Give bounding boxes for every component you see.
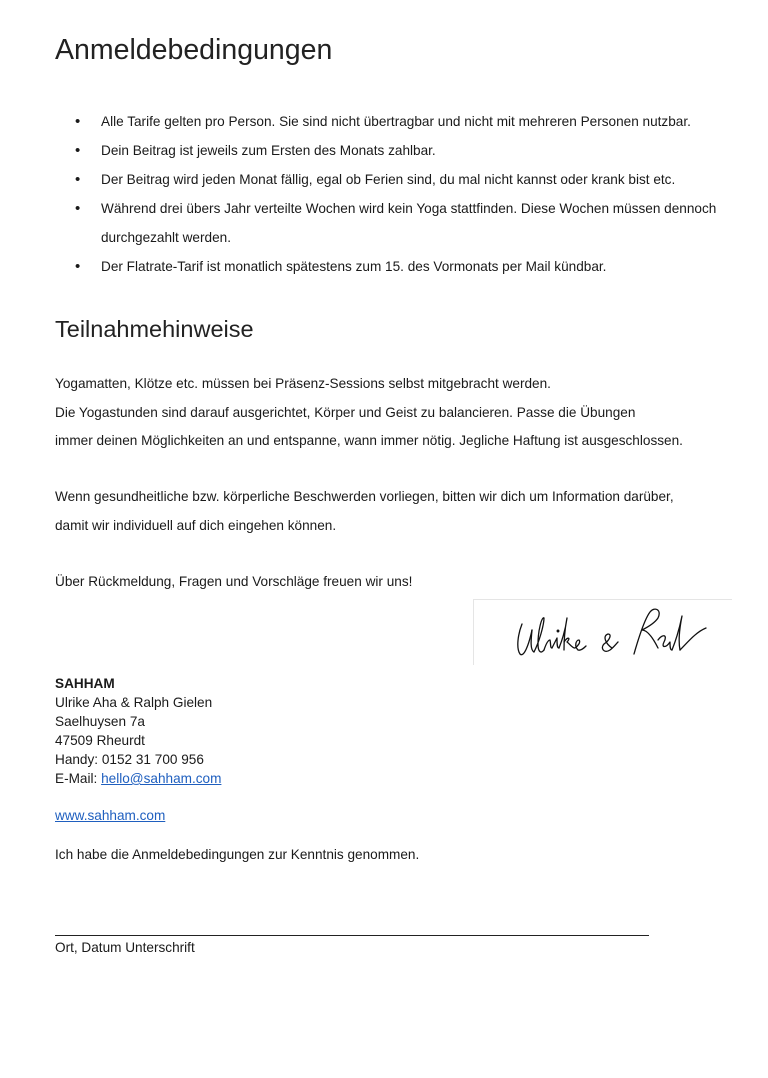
handwritten-signature (473, 599, 732, 665)
signature-caption: Ort, Datum Unterschrift (55, 940, 195, 955)
company-name: SAHHAM (55, 676, 115, 691)
contact-email-line (55, 769, 221, 788)
feedback-paragraph: Über Rückmeldung, Fragen und Vorschläge freuen wir uns! (55, 574, 413, 589)
website-line (55, 806, 165, 825)
section-heading-participation: Teilnahmehinweise (55, 316, 254, 342)
email-link[interactable]: hello@sahham.com (101, 771, 222, 786)
list-item: • Der Beitrag wird jeden Monat fällig, egal ob Ferien sind, du mal nicht kannst oder krank bist etc. (55, 165, 745, 194)
list-item: • Während drei übers Jahr verteilte Wochen wird kein Yoga stattfinden. Diese Wochen müssen dennoch durchgezahlt werden. (55, 194, 745, 252)
acknowledgement-text: Ich habe die Anmeldebedingungen zur Kenntnis genommen. (55, 847, 420, 862)
signature-icon (474, 600, 732, 665)
contact-names: Ulrike Aha & Ralph Gielen (55, 695, 213, 710)
health-paragraph (55, 483, 745, 540)
contact-city: 47509 Rheurdt (55, 733, 145, 748)
health-line: Wenn gesundheitliche bzw. körperliche Beschwerden vorliegen, bitten wir dich um Information darüber, (55, 489, 674, 504)
participation-line: Yogamatten, Klötze etc. müssen bei Präsenz-Sessions selbst mitgebracht werden. (55, 376, 551, 391)
contact-street: Saelhuysen 7a (55, 714, 145, 729)
signature-line (55, 935, 649, 936)
participation-line: Die Yogastunden sind darauf ausgerichtet, Körper und Geist zu balancieren. Passe die Übungen (55, 404, 636, 420)
list-item: • Alle Tarife gelten pro Person. Sie sind nicht übertragbar und nicht mit mehreren Personen nutzbar. (55, 107, 745, 136)
page-title: Anmeldebedingungen (55, 34, 333, 66)
website-link[interactable]: www.sahham.com (55, 808, 166, 823)
list-item: • Der Flatrate-Tarif ist monatlich spätestens zum 15. des Vormonats per Mail kündbar. (55, 252, 745, 281)
list-item: • Dein Beitrag ist jeweils zum Ersten des Monats zahlbar. (55, 136, 745, 165)
participation-paragraph (55, 370, 745, 456)
health-line: damit wir individuell auf dich eingehen können. (55, 517, 337, 533)
participation-line: immer deinen Möglichkeiten an und entspanne, wann immer nötig. Jegliche Haftung ist ausgeschlossen. (55, 433, 683, 448)
contact-block (55, 674, 221, 788)
terms-list (55, 107, 745, 281)
contact-phone: Handy: 0152 31 700 956 (55, 752, 204, 767)
email-label: E-Mail: (55, 771, 102, 786)
